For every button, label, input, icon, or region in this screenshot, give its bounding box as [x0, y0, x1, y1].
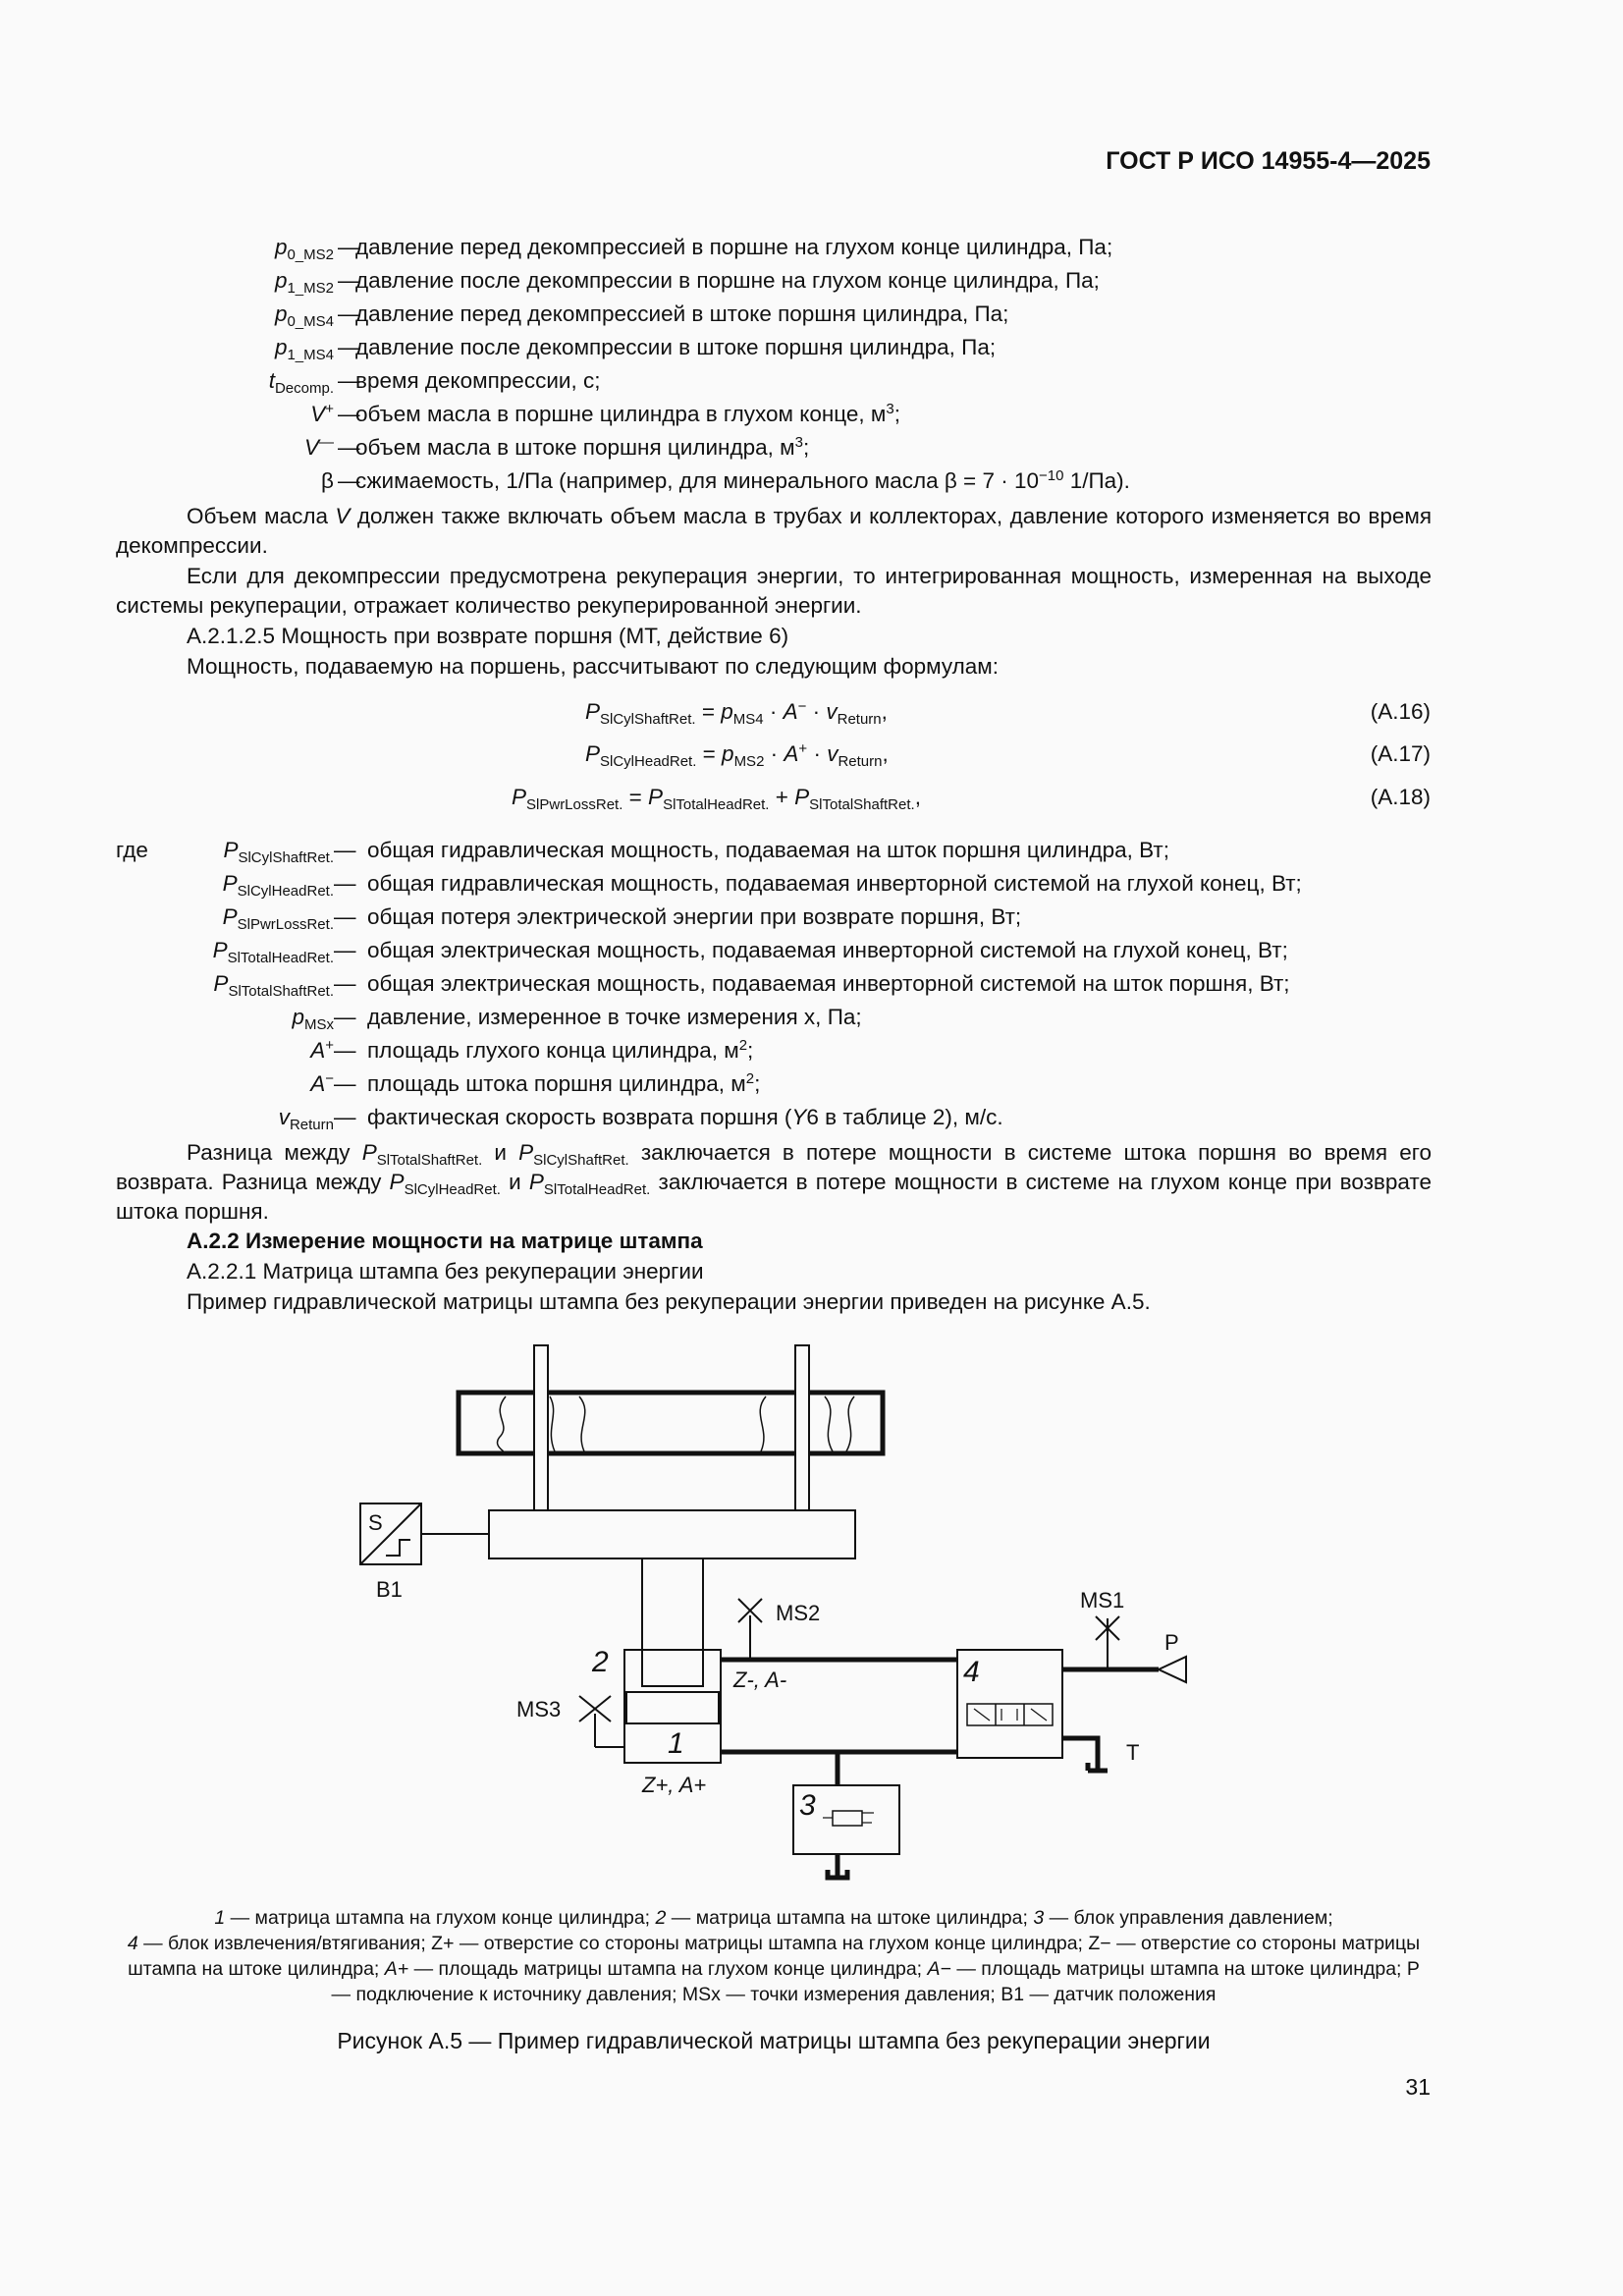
symbol-description: давление перед декомпрессией в штоке поршня цилиндра, Па;	[355, 301, 1009, 326]
symbol-description: площадь глухого конца цилиндра, $м^2$;	[367, 1037, 754, 1063]
symbol-description: объем масла в штоке поршня цилиндра, $м^3$;	[355, 434, 810, 460]
pin-left	[534, 1345, 548, 1510]
symbol-description: площадь штока поршня цилиндра, $м^2$;	[367, 1070, 761, 1096]
paragraph: Мощность, подаваемую на поршень, рассчитывают по следующим формулам:	[187, 654, 999, 679]
symbol: $P_{SlTotalHeadRet.}$	[212, 938, 334, 966]
paragraph: Если для декомпрессии предусмотрена рекуперация энергии, то интегрированная мощность, измеренная на выходе системы рекуперации, отражает количество рекуперированной энергии.	[116, 564, 1432, 618]
symbol-description: общая потеря электрической энергии при возврате поршня, Вт;	[367, 904, 1022, 929]
piston	[626, 1692, 719, 1723]
dash: —	[338, 435, 360, 460]
symbol-description: объем масла в поршне цилиндра в глухом конце, $м^3$;	[355, 401, 901, 426]
ms2-label: MS2	[776, 1601, 821, 1625]
dash: —	[338, 301, 360, 326]
equation-a17: $P_{SlCylHeadRet.} = p_{MS2} \cdot A^+ \cdot v_{Return}$,	[585, 740, 889, 770]
callout-1: 1	[668, 1727, 684, 1760]
symbol: V—	[303, 434, 334, 460]
symbol: $t_{Decomp.}$	[268, 368, 334, 397]
where-label: где	[116, 838, 148, 862]
symbol-description: общая электрическая мощность, подаваемая инверторной системой на шток поршня, Вт;	[367, 971, 1290, 996]
dash: —	[338, 368, 360, 393]
press-table	[459, 1393, 883, 1453]
section-heading: А.2.2.1 Матрица штампа без рекуперации энергии	[187, 1259, 704, 1284]
dash: —	[334, 904, 356, 929]
symbol: $p_{1\_MS2}$	[274, 268, 334, 297]
dash: —	[334, 938, 356, 962]
paragraph: Пример гидравлической матрицы штампа без рекуперации энергии приведен на рисунке А.5.	[187, 1289, 1151, 1314]
sensor-label: S	[368, 1510, 383, 1535]
symbol: β	[321, 468, 334, 493]
paragraph: Разница между $P_{SlTotalShaftRet.}$ и $P_{SlCylShaftRet.}$ заключается в потере мощности в системе штока поршня во время его возврата. Разница между $P_{SlCylHeadRet.}$ и $P_{SlTotalHeadRet.}$ заключается в потере мощности в системе на глухом конце при возврате штока поршня.	[116, 1140, 1432, 1224]
symbol: $P_{SlCylHeadRet.}$	[222, 871, 334, 900]
symbol: $P_{SlCylShaftRet.}$	[223, 838, 334, 866]
t-label: T	[1126, 1740, 1140, 1765]
dash: —	[338, 468, 360, 493]
symbol-description: давление перед декомпрессией в поршне на глухом конце цилиндра, Па;	[355, 235, 1113, 259]
symbol-description: общая гидравлическая мощность, подаваемая инверторной системой на глухой конец, Вт;	[367, 871, 1302, 896]
dash: —	[334, 1105, 356, 1129]
symbol: A−	[310, 1070, 334, 1096]
equation-number: (A.17)	[1370, 741, 1431, 766]
callout-4: 4	[963, 1656, 980, 1688]
symbol: $v_{Return}$	[278, 1105, 334, 1133]
dash: —	[334, 971, 356, 996]
dash: —	[338, 268, 360, 293]
dash: —	[338, 235, 360, 259]
ms3-label: MS3	[516, 1697, 562, 1722]
equation-a18: $P_{SlPwrLossRet.} = P_{SlTotalHeadRet.} + P_{SlTotalShaftRet.}$,	[512, 785, 921, 813]
symbol: $p_{1\_MS4}$	[274, 335, 334, 363]
symbol-description: сжимаемость, 1/Па (например, для минерального масла $\beta = 7 \cdot 10^{-10}$ 1/Па).	[355, 467, 1130, 493]
equation-number: (A.16)	[1370, 699, 1431, 724]
symbol-description: давление после декомпрессии в штоке поршня цилиндра, Па;	[355, 335, 997, 359]
figure-legend: 1 — матрица штампа на глухом конце цилиндра; 2 — матрица штампа на штоке цилиндра; 3 — блок управления давлением; 4 — блок извлечения/втягивания; Z+ — отверстие со стороны матрицы штампа на глухом конце цилиндра; Z− — отверстие со стороны матрицы штампа на штоке цилиндра; A+ — площадь матрицы штампа на глухом конце цилиндра; A− — площадь матрицы штампа на штоке цилиндра; P — подключение к источнику давления; MSx — точки измерения давления; B1 — датчик положения	[127, 1907, 1421, 2005]
z-plus-label: Z+, A+	[642, 1773, 707, 1797]
symbol: $P_{SlPwrLossRet.}$	[222, 904, 334, 933]
symbol-description: давление после декомпрессии в поршне на глухом конце цилиндра, Па;	[355, 268, 1100, 293]
dash: —	[334, 1038, 356, 1063]
dash: —	[334, 1005, 356, 1029]
symbol-description: время декомпрессии, с;	[355, 368, 601, 393]
symbol: A+	[310, 1037, 334, 1063]
section-heading: А.2.1.2.5 Мощность при возврате поршня (МТ, действие 6)	[187, 624, 789, 648]
page-number: 31	[1405, 2074, 1431, 2100]
z-minus-label: Z-, A-	[733, 1667, 787, 1692]
callout-3: 3	[799, 1789, 816, 1822]
pin-right	[795, 1345, 809, 1510]
dash: —	[334, 871, 356, 896]
dash: —	[338, 402, 360, 426]
ms1-label: MS1	[1080, 1588, 1125, 1613]
symbol: $p_{0\_MS2}$	[274, 235, 334, 263]
callout-2: 2	[592, 1646, 609, 1678]
symbol: V+	[310, 401, 334, 426]
symbol: $p_{0\_MS4}$	[274, 301, 334, 330]
symbol-description: давление, измеренное в точке измерения x, Па;	[367, 1005, 862, 1029]
equation-number: (A.18)	[1370, 785, 1431, 809]
section-heading: А.2.2 Измерение мощности на матрице штампа	[187, 1229, 703, 1253]
piston-rod	[642, 1558, 703, 1686]
cushion-plate	[489, 1510, 855, 1558]
dash: —	[334, 838, 356, 862]
symbol: $p_{MSx}$	[292, 1005, 334, 1033]
symbol-description: общая электрическая мощность, подаваемая инверторной системой на глухой конец, Вт;	[367, 938, 1288, 962]
b1-label: B1	[376, 1577, 403, 1602]
figure-caption: Рисунок А.5 — Пример гидравлической матрицы штампа без рекуперации энергии	[337, 2028, 1211, 2053]
symbol-description: общая гидравлическая мощность, подаваемая на шток поршня цилиндра, Вт;	[367, 838, 1169, 862]
symbol: $P_{SlTotalShaftRet.}$	[213, 971, 334, 1000]
dash: —	[338, 335, 360, 359]
p-label: P	[1164, 1630, 1179, 1655]
symbol-description: фактическая скорость возврата поршня (Y6 в таблице 2), м/с.	[367, 1105, 1003, 1129]
paragraph: Объем масла V должен также включать объем масла в трубах и коллекторах, давление которого изменяется во время декомпрессии.	[116, 504, 1432, 558]
document-number: ГОСТ Р ИСО 14955-4—2025	[1106, 147, 1431, 175]
equation-a16: $P_{SlCylShaftRet.} = p_{MS4} \cdot A^- \cdot v_{Return}$,	[585, 698, 888, 728]
dash: —	[334, 1071, 356, 1096]
